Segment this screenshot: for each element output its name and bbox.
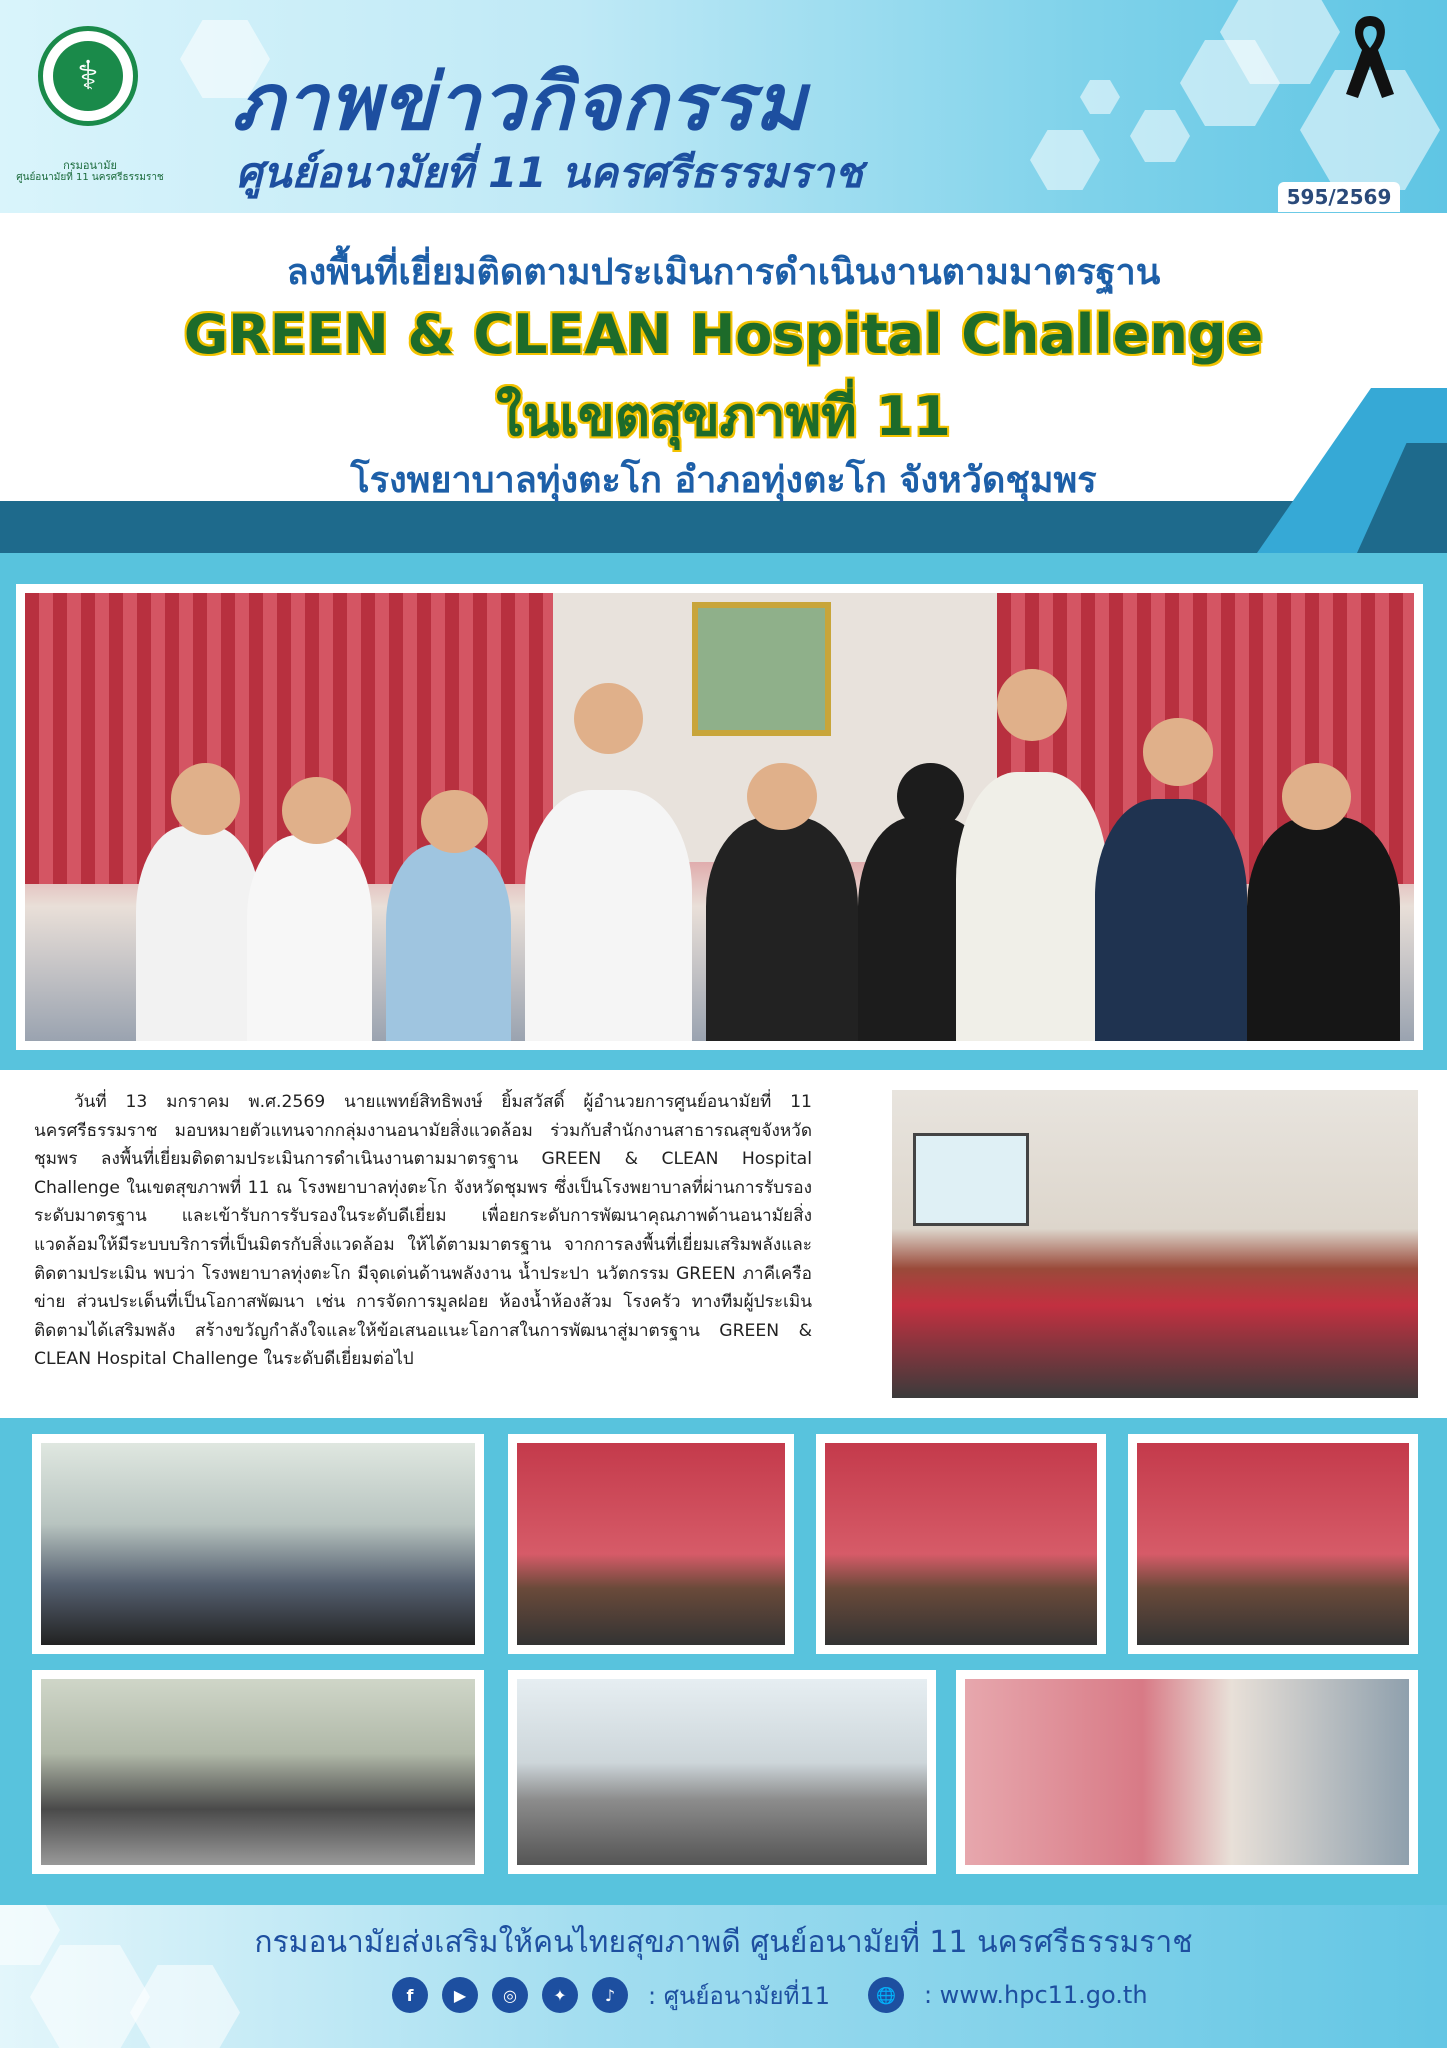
facebook-icon[interactable]: f bbox=[392, 1977, 428, 2013]
group-photo bbox=[16, 584, 1423, 1050]
decor-hexagon bbox=[1080, 80, 1120, 114]
globe-icon[interactable]: 🌐 bbox=[868, 1977, 904, 2013]
gallery-photo-7 bbox=[956, 1670, 1418, 1874]
page-title: ภาพข่าวกิจกรรม bbox=[232, 58, 807, 148]
youtube-icon[interactable]: ▶ bbox=[442, 1977, 478, 2013]
ministry-logo bbox=[38, 26, 138, 126]
issue-number-badge: 595/2569 bbox=[1278, 182, 1400, 212]
gallery-photo-3 bbox=[816, 1434, 1106, 1654]
projector-screen bbox=[913, 1133, 1029, 1225]
gallery-photo-1 bbox=[32, 1434, 484, 1654]
twitter-icon[interactable]: ✦ bbox=[542, 1977, 578, 2013]
footer-contact-row bbox=[392, 1975, 1172, 2015]
decor-hexagon bbox=[1030, 130, 1100, 190]
gallery-photo-4 bbox=[1128, 1434, 1418, 1654]
gallery-photo-2 bbox=[508, 1434, 794, 1654]
gallery-photo-6 bbox=[508, 1670, 936, 1874]
meeting-photo bbox=[892, 1090, 1418, 1398]
gallery-photo-5 bbox=[32, 1670, 484, 1874]
framed-picture bbox=[692, 602, 831, 736]
tiktok-icon[interactable]: ♪ bbox=[592, 1977, 628, 2013]
footer bbox=[0, 1905, 1447, 2048]
headline-health-zone: ในเขตสุขภาพที่ 11 bbox=[496, 385, 951, 448]
decor-band bbox=[0, 501, 1447, 553]
header-banner bbox=[0, 0, 1447, 213]
website-link[interactable]: : www.hpc11.go.th bbox=[923, 1981, 1148, 2009]
decor-hexagon bbox=[130, 1965, 240, 2048]
logo-caption: กรมอนามัย bbox=[63, 159, 117, 172]
instagram-icon[interactable]: ◎ bbox=[492, 1977, 528, 2013]
social-handle: : ศูนย์อนามัยที่11 bbox=[648, 1981, 830, 2010]
headline-hospital: โรงพยาบาลทุ่งตะโก อำภอทุ่งตะโก จังหวัดชุมพร bbox=[350, 460, 1097, 501]
headline-program-name: GREEN & CLEAN Hospital Challenge bbox=[183, 303, 1264, 366]
page-subtitle: ศูนย์อนามัยที่ 11 นครศรีธรรมราช bbox=[236, 148, 863, 197]
logo-caption-sub: ศูนย์อนามัยที่ 11 นครศรีธรรมราช bbox=[16, 172, 164, 183]
mourning-ribbon-icon bbox=[1340, 10, 1400, 100]
headline-panel bbox=[0, 213, 1447, 553]
footer-slogan: กรมอนามัยส่งเสริมให้คนไทยสุขภาพดี ศูนย์อนามัยที่ 11 นครศรีธรรมราช bbox=[254, 1925, 1193, 1960]
headline-line-1: ลงพื้นที่เยี่ยมติดตามประเมินการดำเนินงานตามมาตรฐาน bbox=[286, 252, 1161, 293]
decor-hexagon bbox=[1130, 110, 1190, 162]
article-body: วันที่ 13 มกราคม พ.ศ.2569 นายแพทย์สิทธิพงษ์ ยิ้มสวัสดิ์ ผู้อำนวยการศูนย์อนามัยที่ 11 นครศรีธรรมราช มอบหมายตัวแทนจากกลุ่มงานอนามัยสิ่งแวดล้อม ร่วมกับสำนักงานสาธารณสุขจังหวัดชุมพร ลงพื้นที่เยี่ยมติดตามประเมินการดำเนินงานตามมาตรฐาน GREEN & CLEAN Hospital Challenge ในเขตสุขภาพที่ 11 ณ โรงพยาบาลทุ่งตะโก จังหวัดชุมพร ซึ่งเป็นโรงพยาบาลที่ผ่านการรับรองระดับมาตรฐาน และเข้ารับการรับรองในระดับดีเยี่ยม เพื่อยกระดับการพัฒนาคุณภาพด้านอนามัยสิ่งแวดล้อมให้มีระบบบริการที่เป็นมิตรกับสิ่งแวดล้อม ให้ได้ตามมาตรฐาน จากการลงพื้นที่เยี่ยมเสริมพลังและติดตามประเมิน พบว่า โรงพยาบาลทุ่งตะโก มีจุดเด่นด้านพลังงาน น้ำประปา นวัตกรรม GREEN ภาคีเครือข่าย ส่วนประเด็นที่เป็นโอกาสพัฒนา เช่น การจัดการมูลฝอย ห้องน้ำห้องส้วม โรงครัว ทางทีมผู้ประเมินติดตามได้เสริมพลัง สร้างขวัญกำลังใจและให้ข้อเสนอแนะโอกาสในการพัฒนาสู่มาตรฐาน GREEN & CLEAN Hospital Challenge ในระดับดีเยี่ยมต่อไป bbox=[34, 1092, 812, 1370]
caduceus-icon: ⚕ bbox=[53, 41, 123, 111]
